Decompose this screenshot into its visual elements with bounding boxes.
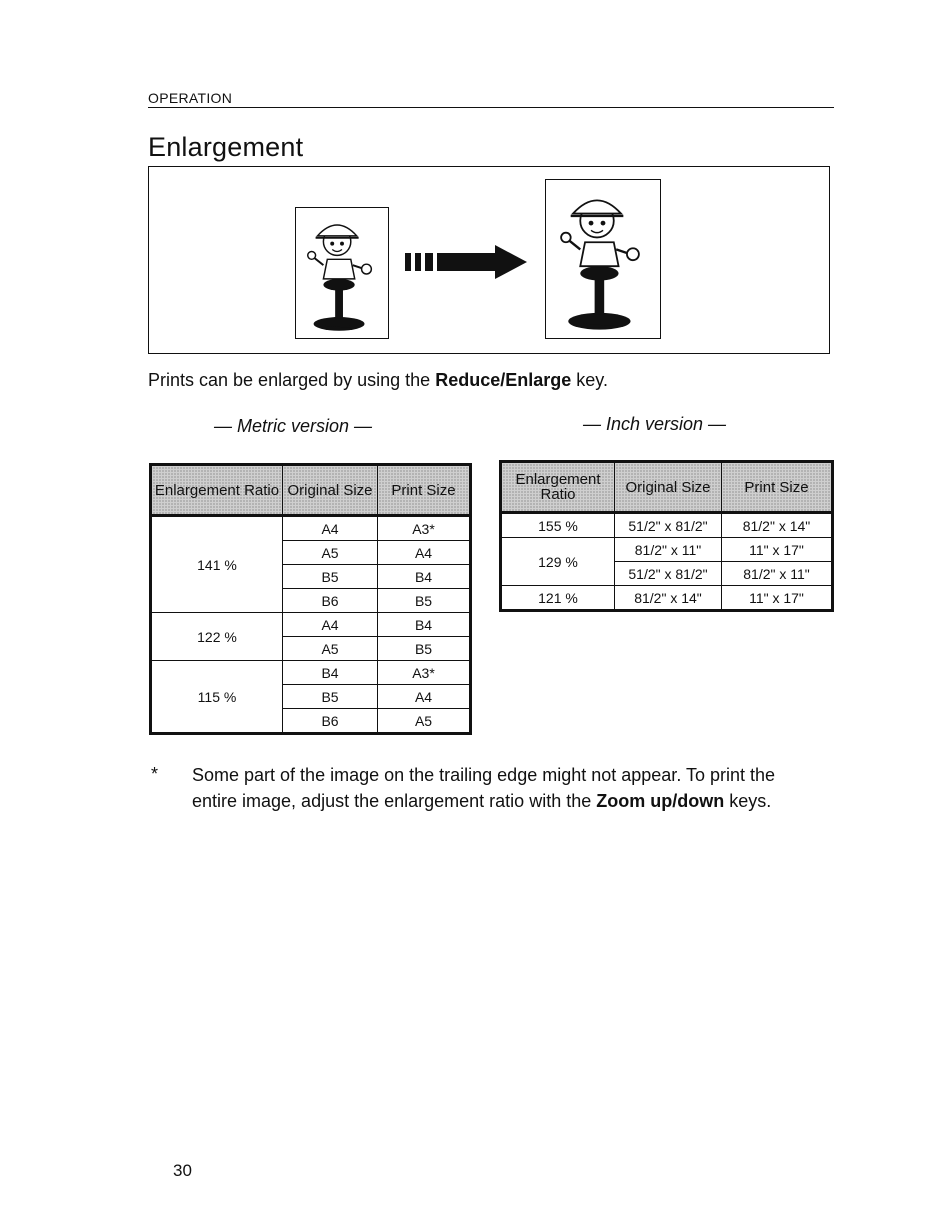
page-number: 30: [173, 1161, 192, 1180]
ratio-header: Enlargement Ratio: [151, 465, 283, 516]
original-size-cell: B6: [283, 709, 378, 734]
footnote-tail: keys.: [729, 791, 772, 811]
print-size-cell: A3*: [378, 516, 471, 541]
ratio-cell: 141 %: [151, 516, 283, 613]
table-header-row: [501, 462, 833, 513]
ratio-cell: 155 %: [501, 513, 615, 538]
section-header: OPERATION: [148, 90, 834, 108]
footnote-body: Some part of the image on the trailing edge might not appear. To print the entire image, adjust the enlargement ratio with the: [192, 765, 776, 811]
original-size-cell: 81/2" x 11": [615, 538, 722, 562]
print-size-cell: B5: [378, 589, 471, 613]
print-size-header: Print Size: [378, 465, 471, 516]
cartoon-explorer-figure-icon: [546, 180, 660, 338]
ratio-cell: 115 %: [151, 661, 283, 734]
print-size-cell: 81/2" x 14": [722, 513, 833, 538]
original-size-cell: 81/2" x 14": [615, 586, 722, 611]
table-row: [501, 513, 833, 538]
zoom-key-label: Zoom up/down: [596, 791, 725, 811]
ratio-header: Enlargement Ratio: [501, 462, 615, 513]
ratio-cell: 121 %: [501, 586, 615, 611]
footnote-text: [192, 762, 802, 814]
enlarged-photo: [545, 179, 661, 339]
original-photo: [295, 207, 389, 339]
print-size-cell: A3*: [378, 661, 471, 685]
inch-table: [499, 460, 834, 612]
original-size-cell: A5: [283, 637, 378, 661]
print-size-cell: B4: [378, 613, 471, 637]
print-size-cell: 81/2" x 11": [722, 562, 833, 586]
original-size-cell: A4: [283, 516, 378, 541]
print-size-cell: A4: [378, 685, 471, 709]
cartoon-explorer-figure-icon: [296, 208, 388, 338]
original-size-cell: A5: [283, 541, 378, 565]
table-row: [501, 586, 833, 611]
intro-text: [148, 370, 608, 391]
print-size-cell: 11" x 17": [722, 538, 833, 562]
original-size-header: Original Size: [283, 465, 378, 516]
table-row: [501, 538, 833, 562]
table-row: [151, 613, 471, 637]
table-header-row: [151, 465, 471, 516]
table-row: [151, 661, 471, 685]
enlargement-illustration: [148, 166, 830, 354]
intro-prefix: Prints can be enlarged by using the: [148, 370, 431, 390]
ratio-cell: 122 %: [151, 613, 283, 661]
footnote-marker: *: [151, 764, 159, 784]
ratio-cell: 129 %: [501, 538, 615, 586]
original-size-cell: B5: [283, 565, 378, 589]
print-size-cell: B5: [378, 637, 471, 661]
table-row: [151, 516, 471, 541]
metric-version-label: — Metric version —: [214, 416, 373, 436]
print-size-cell: 11" x 17": [722, 586, 833, 611]
print-size-cell: A4: [378, 541, 471, 565]
intro-suffix: key.: [576, 370, 608, 390]
original-size-cell: A4: [283, 613, 378, 637]
original-size-cell: B4: [283, 661, 378, 685]
print-size-cell: A5: [378, 709, 471, 734]
original-size-cell: 51/2" x 81/2": [615, 513, 722, 538]
original-size-header: Original Size: [615, 462, 722, 513]
print-size-cell: B4: [378, 565, 471, 589]
metric-table: [149, 463, 472, 735]
right-arrow-icon: [405, 245, 527, 279]
original-size-cell: B6: [283, 589, 378, 613]
page-title: Enlargement: [148, 132, 304, 162]
print-size-header: Print Size: [722, 462, 833, 513]
original-size-cell: 51/2" x 81/2": [615, 562, 722, 586]
original-size-cell: B5: [283, 685, 378, 709]
inch-version-label: — Inch version —: [583, 414, 727, 434]
reduce-enlarge-key-label: Reduce/Enlarge: [435, 370, 572, 390]
